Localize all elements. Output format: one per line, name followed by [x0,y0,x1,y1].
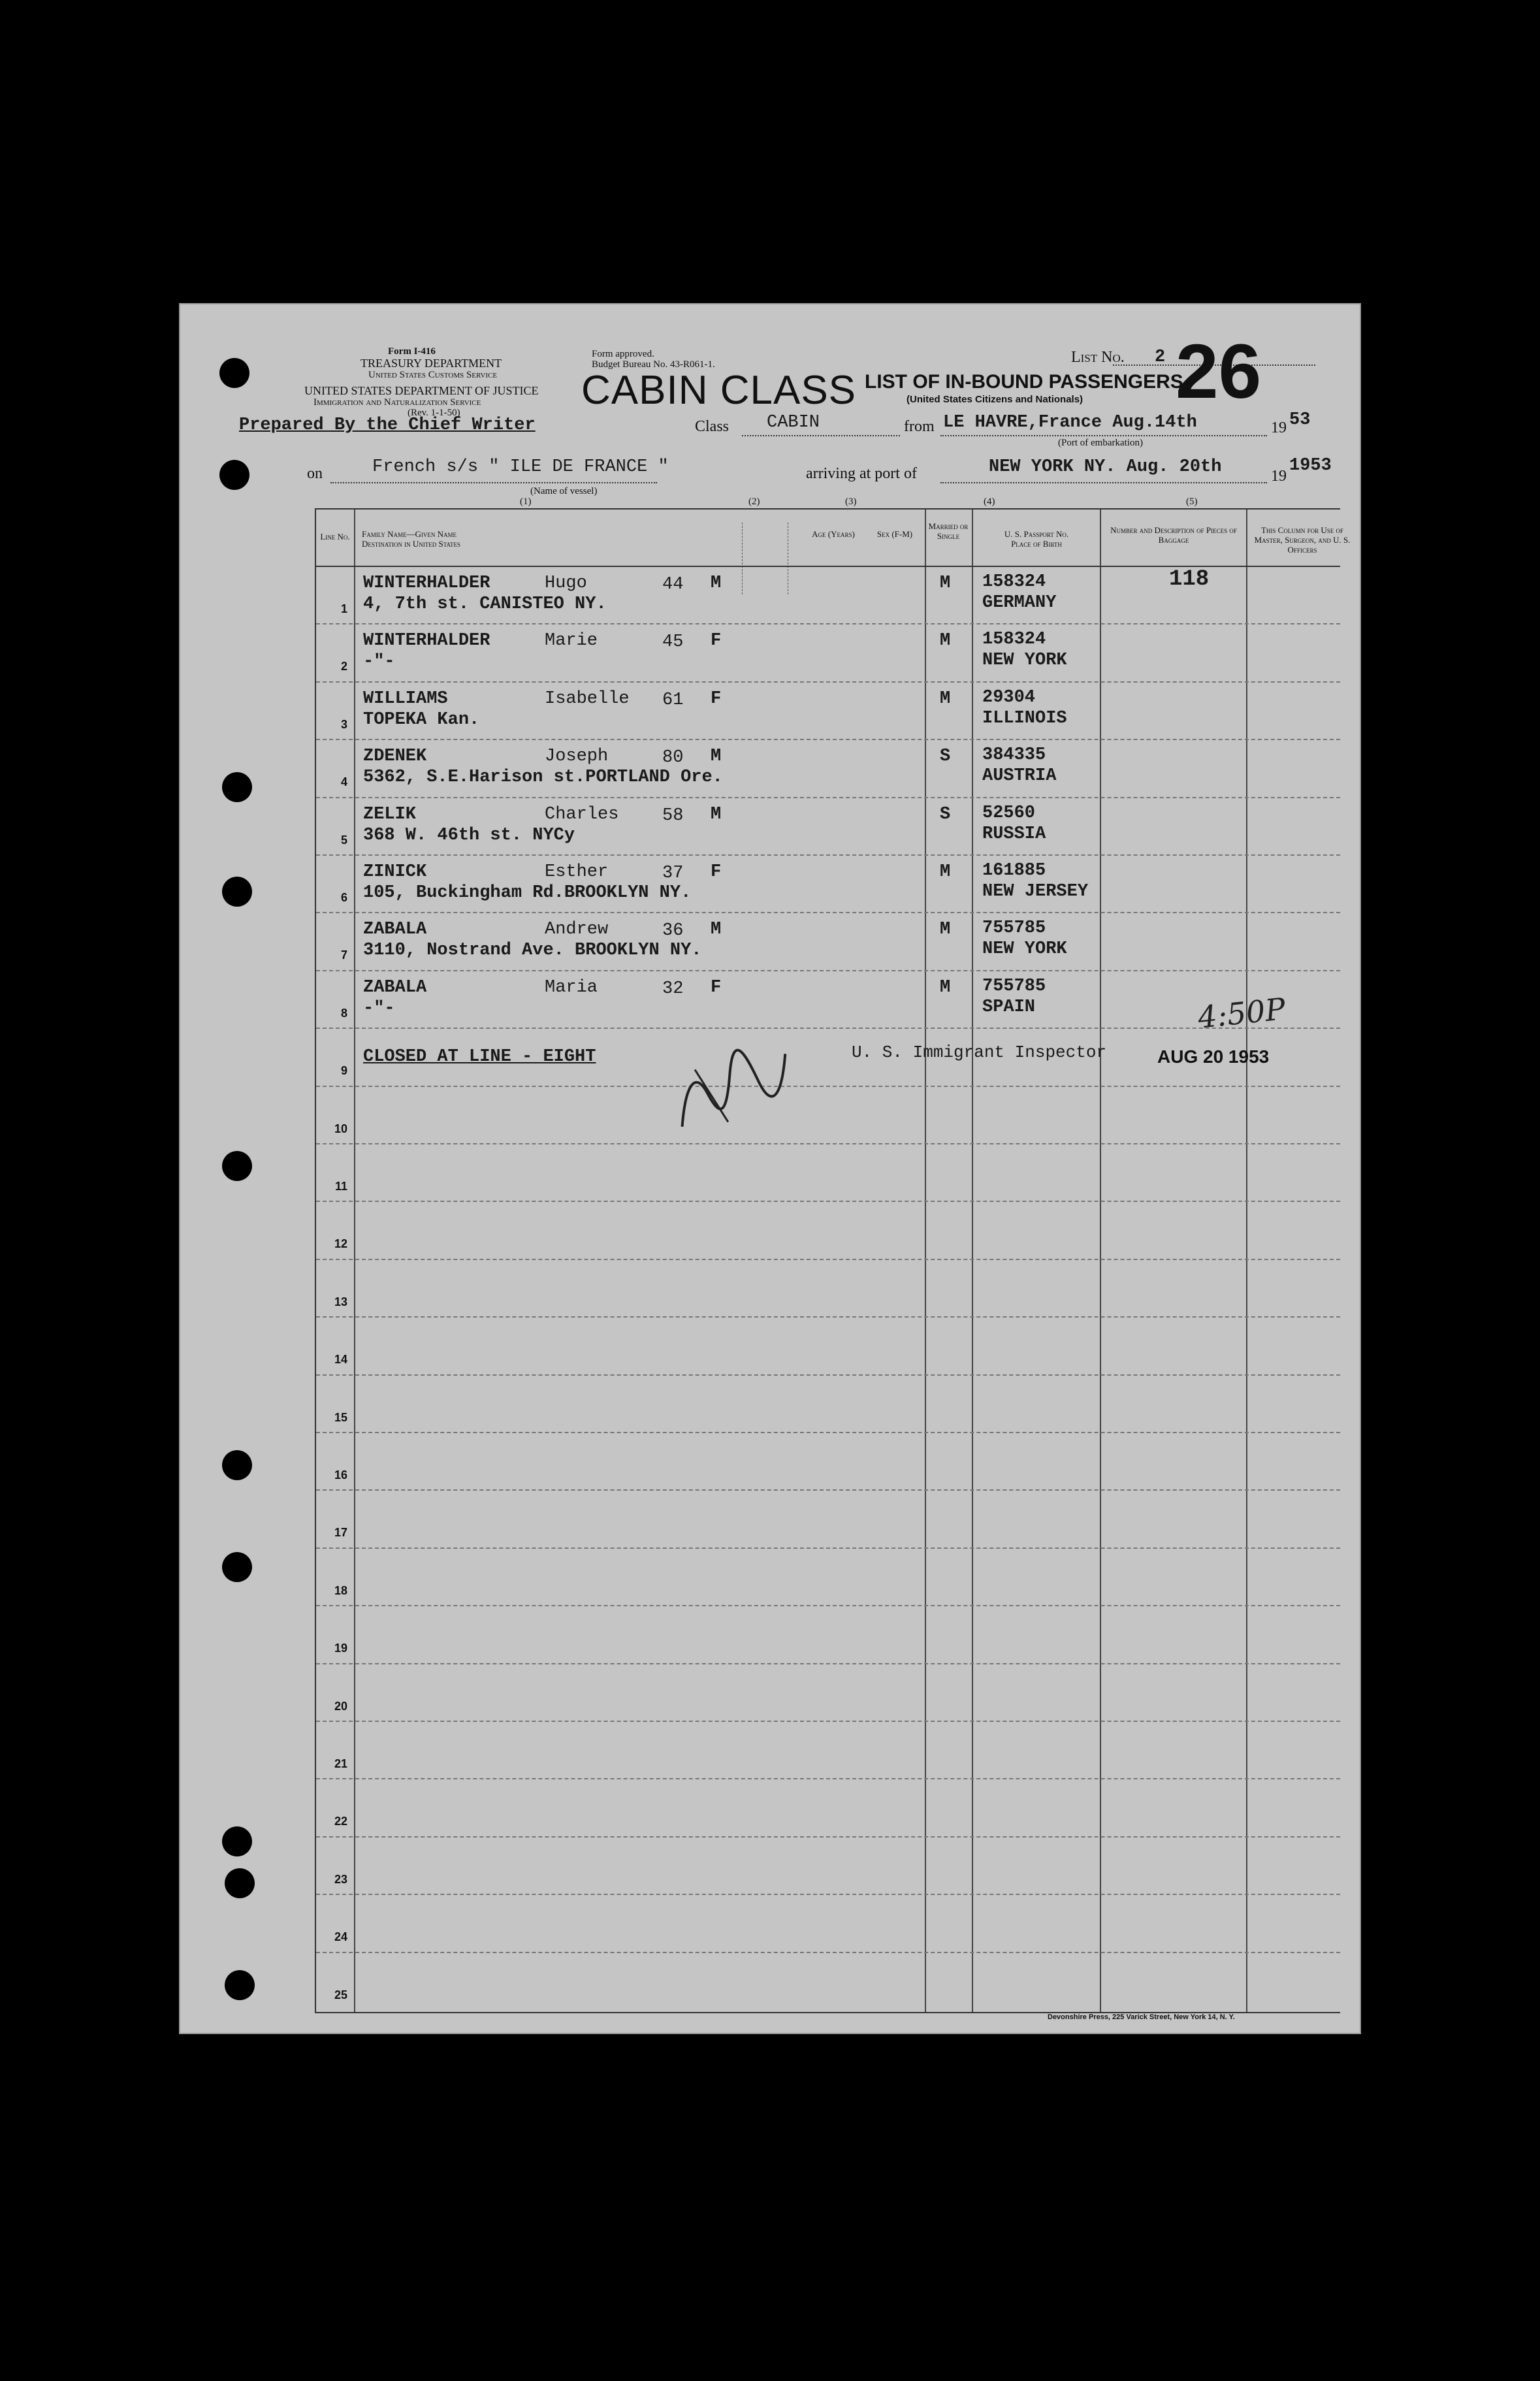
marital-status: S [940,747,951,767]
row-rule [316,1028,1340,1029]
column-rule [742,523,743,594]
passport-number: 384335 [982,745,1046,766]
binder-hole [225,1970,255,2000]
sex: M [711,804,722,824]
passenger-table [315,508,1353,2013]
port-of-embarkation-caption: (Port of embarkation) [1058,438,1143,448]
list-no-big: 26 [1176,329,1262,415]
family-name: ZELIK [363,804,417,824]
row-rule [316,1374,1340,1376]
age: 37 [662,864,684,883]
marital-status: M [940,631,951,651]
row-rule [316,1952,1340,1953]
officer-column-number: 118 [1169,567,1210,592]
header-name: Family Name—Given Name Destination in United States [362,529,461,549]
marital-status: S [940,804,951,824]
arriving-year: 1953 [1289,456,1332,476]
class-value: CABIN [767,413,820,432]
list-title: LIST OF IN-BOUND PASSENGERS [865,371,1183,393]
from-value: LE HAVRE,France Aug.14th [943,413,1197,432]
form-number: Form I-416 [388,346,436,357]
destination: 368 W. 46th st. NYCy [363,825,575,845]
line-number: 6 [340,891,347,904]
budget-bureau: Budget Bureau No. 43-R061-1. [592,359,715,370]
place-of-birth: NEW YORK [982,651,1067,671]
age: 32 [662,979,684,999]
row-rule [316,1778,1340,1779]
passport-number: 755785 [982,976,1046,996]
place-of-birth: ILLINOIS [982,708,1067,728]
place-of-birth: SPAIN [982,997,1036,1017]
line-number: 14 [334,1353,347,1367]
sex: F [711,977,722,997]
handwritten-time: 4:50P [1196,991,1287,1035]
age: 61 [662,690,684,710]
binder-hole [219,358,249,388]
header-baggage: Number and Description of Pieces of Baggage [1110,525,1240,545]
line-number: 25 [334,1988,347,2001]
line-number: 2 [340,660,347,673]
marital-status: M [940,977,951,997]
line-number: 19 [334,1642,347,1655]
line-number: 5 [340,833,347,847]
line-number: 15 [334,1410,347,1424]
binder-hole [222,877,252,907]
header-officers: This Column for Use of Master, Surgeon, and U. S. Officers [1254,525,1353,555]
row-rule [316,854,1340,856]
arriving-line [940,482,1267,483]
sex: M [711,920,722,940]
line-number: 17 [334,1526,347,1540]
given-name: Marie [545,631,598,651]
treasury-department: TREASURY DEPARTMENT [361,357,502,370]
column-number: (3) [845,496,857,507]
family-name: ZDENEK [363,747,427,767]
column-number: (4) [984,496,995,507]
closed-at-line: CLOSED AT LINE - EIGHT [363,1047,596,1067]
destination: 5362, S.E.Harison st.PORTLAND Ore. [363,768,723,788]
destination: 4, 7th st. CANISTEO NY. [363,594,607,614]
family-name: WINTERHALDER [363,574,490,593]
vessel-name: French s/s " ILE DE FRANCE " [372,457,669,477]
row-rule [316,797,1340,798]
family-name: ZABALA [363,977,427,997]
place-of-birth: RUSSIA [982,824,1046,844]
header-passport: U. S. Passport No. Place of Birth [1004,529,1069,549]
inspector-label: U. S. Immigrant Inspector [852,1043,1107,1062]
family-name: ZINICK [363,862,427,882]
arriving-label: arriving at port of [806,465,917,482]
customs-service: United States Customs Service [368,370,498,380]
from-label: from [904,418,935,435]
column-rule [354,510,355,2012]
line-number: 4 [340,775,347,789]
passport-number: 755785 [982,918,1046,939]
passport-number: 158324 [982,572,1046,592]
destination: 3110, Nostrand Ave. BROOKLYN NY. [363,941,702,961]
line-number: 9 [340,1064,347,1078]
row-rule [316,1086,1340,1087]
line-number: 23 [334,1872,347,1886]
binder-hole [222,772,252,802]
column-number: (5) [1186,496,1198,507]
from-line [940,435,1267,436]
line-number: 1 [340,602,347,615]
line-number: 12 [334,1237,347,1251]
department-of-justice: UNITED STATES DEPARTMENT OF JUSTICE [304,384,539,397]
row-rule [316,1432,1340,1433]
given-name: Charles [545,804,619,824]
row-rule [316,1201,1340,1202]
line-number: 20 [334,1699,347,1713]
given-name: Joseph [545,747,609,767]
header-sex: Sex (F-M) [876,529,913,539]
passport-number: 161885 [982,861,1046,881]
row-rule [316,681,1340,683]
binder-hole [222,1552,252,1582]
row-rule [316,1547,1340,1549]
header-line-no: Line No. [320,532,350,542]
arriving-year-prefix: 19 [1271,468,1287,485]
immigration-service: Immigration and Naturalization Service [313,397,481,408]
sex: F [711,862,722,882]
list-subtitle: (United States Citizens and Nationals) [906,394,1083,405]
row-rule [316,1316,1340,1318]
binder-hole [222,1826,252,1856]
row-rule [316,1143,1340,1144]
given-name: Hugo [545,574,587,593]
row-rule [316,1259,1340,1260]
destination: TOPEKA Kan. [363,709,480,730]
row-rule [316,912,1340,913]
passport-number: 158324 [982,630,1046,650]
line-number: 8 [340,1006,347,1020]
from-year-prefix: 19 [1271,419,1287,436]
cabin-class-stamp: CABIN CLASS [581,368,857,413]
row-rule [316,1605,1340,1606]
sex: F [711,688,722,709]
line-number: 11 [334,1180,347,1193]
sex: M [711,574,722,593]
given-name: Isabelle [545,688,630,709]
family-name: WILLIAMS [363,688,448,709]
marital-status: M [940,862,951,882]
row-rule [316,1721,1340,1722]
line-number: 24 [334,1930,347,1944]
line-number: 7 [340,948,347,962]
given-name: Andrew [545,920,609,940]
binder-hole [222,1450,252,1480]
from-year: 53 [1289,410,1311,430]
arriving-value: NEW YORK NY. Aug. 20th [989,457,1222,477]
revision: (Rev. 1-1-50) [408,408,460,418]
line-number: 22 [334,1815,347,1828]
vessel-caption: (Name of vessel) [530,486,598,496]
age: 36 [662,921,684,941]
place-of-birth: NEW YORK [982,939,1067,960]
sex: F [711,631,722,651]
vessel-line [330,482,657,483]
passport-number: 29304 [982,687,1036,707]
given-name: Maria [545,977,598,997]
binder-hole [219,460,249,490]
family-name: ZABALA [363,920,427,940]
column-rule [925,510,926,2012]
line-number: 16 [334,1468,347,1482]
prepared-by: Prepared By the Chief Writer [239,415,536,435]
destination: -"- [363,652,395,672]
line-number: 13 [334,1295,347,1308]
row-rule [316,1489,1340,1491]
given-name: Esther [545,862,609,882]
row-rule [316,1894,1340,1895]
column-number: (2) [748,496,760,507]
sex: M [711,747,722,767]
header-married: Married or Single [928,521,971,541]
row-rule [316,623,1340,624]
class-label: Class [695,418,730,435]
age: 80 [662,748,684,768]
marital-status: M [940,574,951,593]
on-label: on [307,465,323,482]
age: 45 [662,632,684,653]
line-number: 18 [334,1583,347,1597]
marital-status: M [940,688,951,709]
destination: -"- [363,998,395,1018]
form-approved: Form approved. [592,349,654,359]
manifest-sheet [179,303,1361,2034]
date-stamp: AUG 20 1953 [1157,1046,1270,1067]
list-no-label: List No. [1071,349,1125,366]
binder-hole [222,1151,252,1181]
column-rule [972,510,973,2012]
marital-status: M [940,920,951,940]
line-number: 3 [340,717,347,731]
row-rule [316,739,1340,740]
list-no-small: 2 [1155,348,1166,367]
passport-number: 52560 [982,803,1036,823]
line-number: 21 [334,1757,347,1770]
class-line [742,435,900,436]
place-of-birth: NEW JERSEY [982,882,1089,901]
column-rule [1100,510,1101,2012]
destination: 105, Buckingham Rd.BROOKLYN NY. [363,883,692,903]
binder-hole [225,1868,255,1898]
row-rule [316,1663,1340,1664]
line-number: 10 [334,1122,347,1135]
age: 44 [662,575,684,594]
row-rule [316,1836,1340,1838]
place-of-birth: AUSTRIA [982,766,1057,786]
column-rule [1246,510,1247,2012]
family-name: WINTERHALDER [363,631,490,651]
age: 58 [662,805,684,826]
header-age: Age (Years) [812,529,855,539]
column-number: (1) [520,496,532,507]
printer-imprint: Devonshire Press, 225 Varick Street, New York 14, N. Y. [1048,2013,1235,2021]
row-rule [316,970,1340,971]
place-of-birth: GERMANY [982,593,1057,613]
